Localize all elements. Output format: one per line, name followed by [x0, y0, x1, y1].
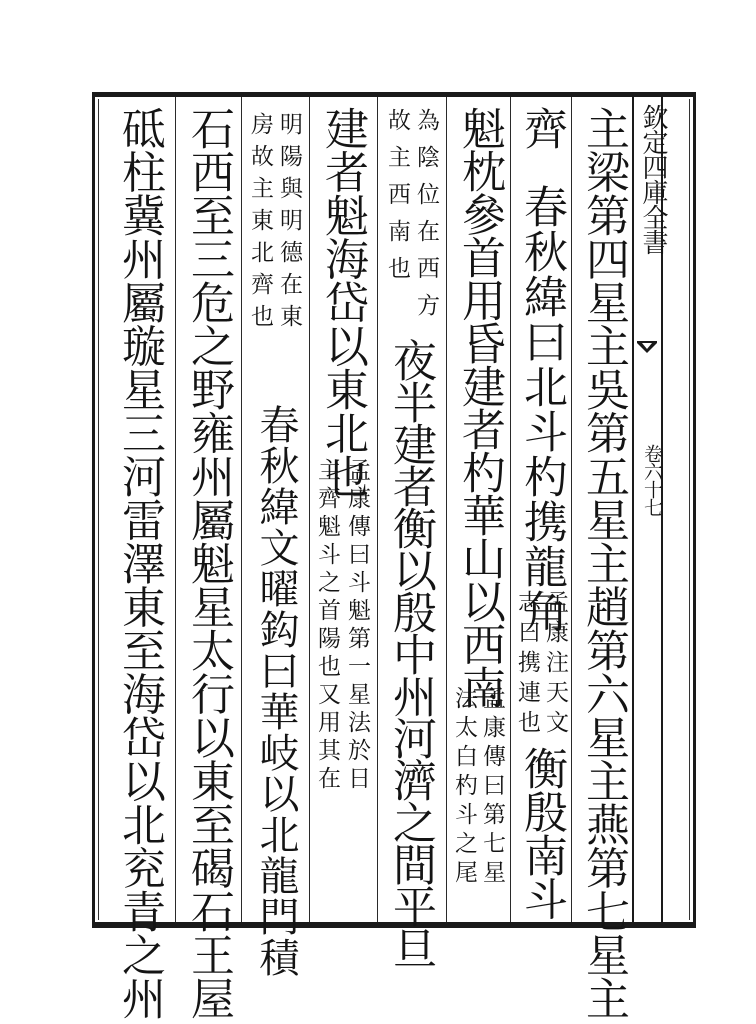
volume-label: 卷六十七 — [641, 444, 663, 516]
annotation-right: 孟康傳曰第七星 — [479, 686, 505, 889]
annotation-right: 為陰位在西方 — [413, 108, 439, 330]
column-divider — [241, 97, 242, 922]
annotation-left: 主齊魁斗之首陽也又用其在 — [314, 458, 340, 794]
book-title: 欽定四庫全書 — [638, 104, 668, 254]
annotation-left: 故主西南也 — [384, 108, 410, 293]
column-divider — [510, 97, 511, 922]
column-divider — [446, 97, 447, 922]
text-column-2-tail: 衡殷南斗 — [516, 746, 567, 920]
annotation-right: 孟康注天文 — [542, 590, 568, 740]
text-column-5-main: 建者魁海岱以東北也 — [317, 106, 368, 498]
text-column-8: 砥柱冀州屬璇星三河雷澤東至海岱以北兖青之州 — [114, 106, 165, 1020]
column-divider — [175, 97, 176, 922]
annotation-left: 志曰携連也 — [514, 590, 540, 740]
fish-tail-icon — [636, 340, 658, 354]
column-divider — [571, 97, 572, 922]
text-column-2-head: 齊 — [516, 106, 567, 150]
text-column-1: 主梁第四星主吳第五星主趙第六星主燕第七星主 — [578, 106, 629, 1020]
annotation-right: 明陽與明德在東 — [276, 112, 302, 336]
text-column-7: 石西至三危之野雍州屬魁星太行以東至碣石王屋 — [183, 106, 234, 1020]
text-column-3-main: 魁枕參首用昏建者杓華山以西南 — [454, 106, 505, 708]
margin-divider — [632, 97, 634, 922]
column-divider — [309, 97, 310, 922]
annotation-right: 孟康傳曰斗魁第一星法於日 — [344, 458, 370, 794]
column-divider — [377, 97, 378, 922]
text-column-4-main: 夜半建者衡以殷中州河濟之間平旦 — [385, 338, 436, 968]
text-column-2-main: 春秋緯曰北斗杓携龍角 — [516, 184, 567, 634]
text-column-6-main: 春秋緯文曜鈎曰華岐以北龍門積 — [253, 404, 299, 978]
annotation-left: 法太白杓斗之尾 — [451, 686, 477, 889]
annotation-left: 房故主東北齊也 — [247, 112, 273, 336]
